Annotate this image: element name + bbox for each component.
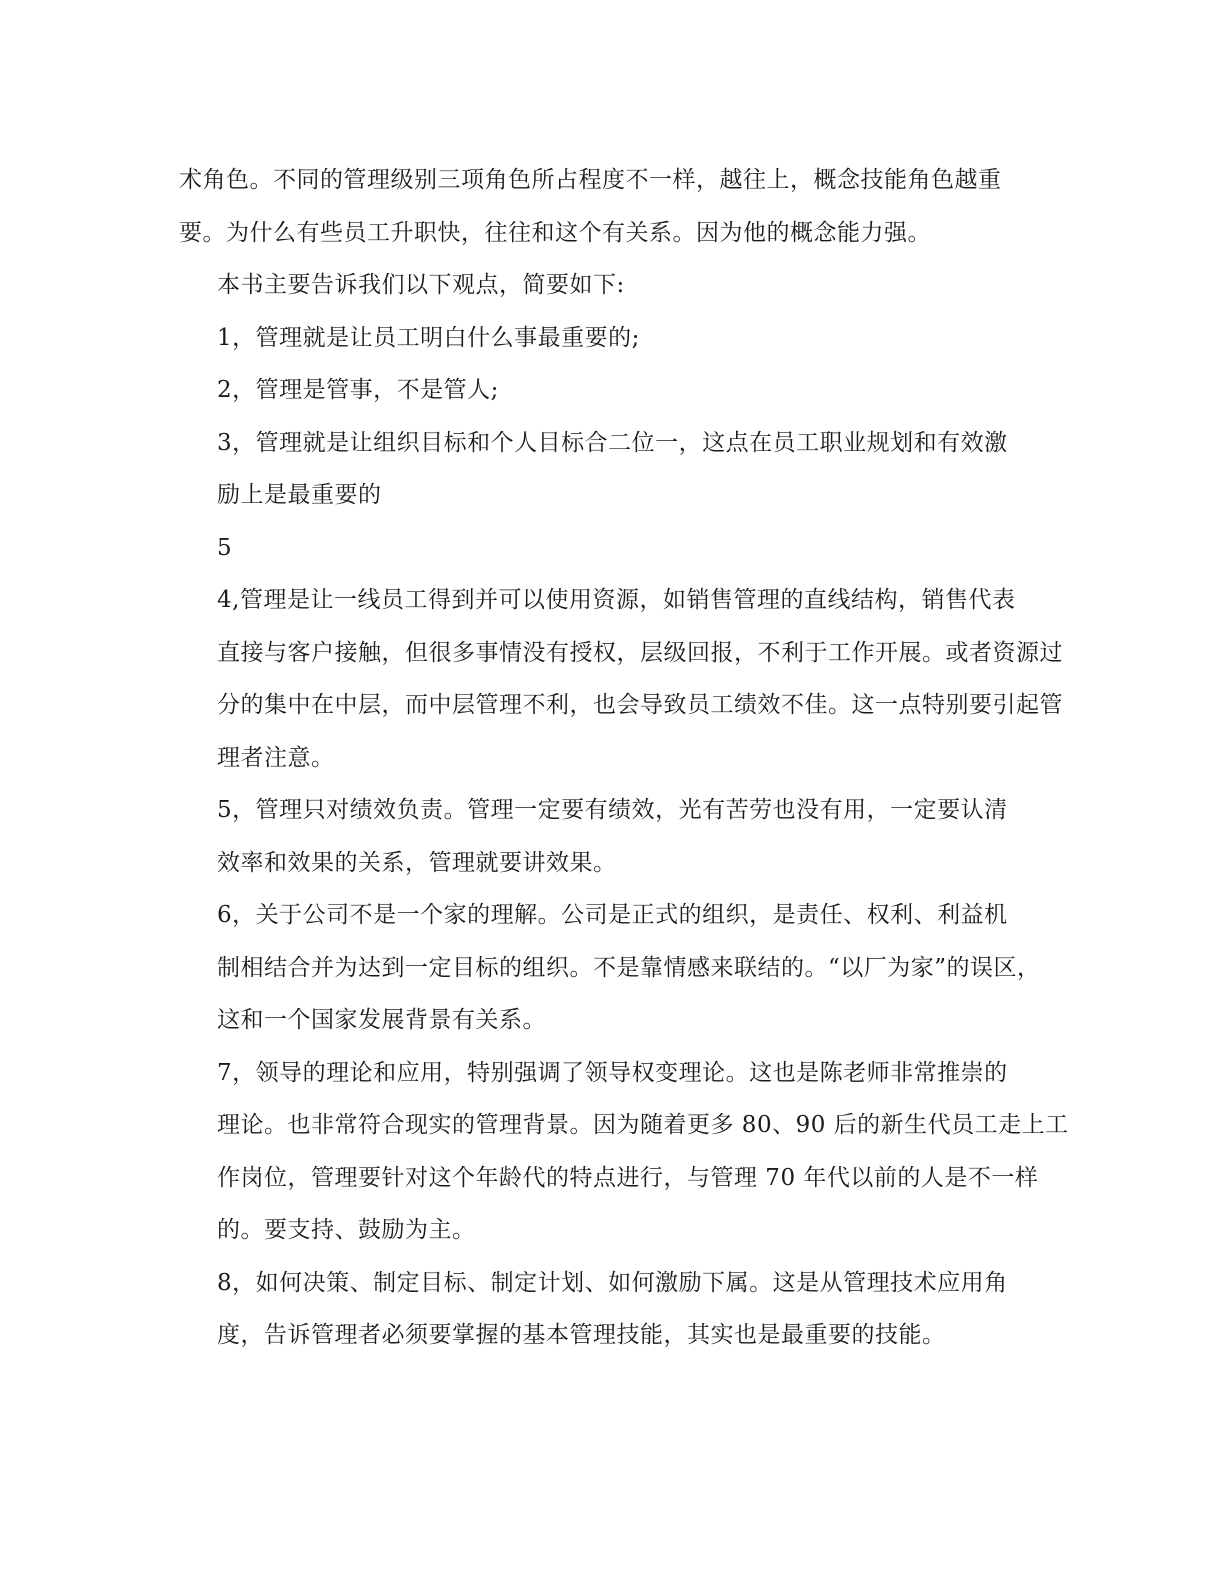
text-line: 6，关于公司不是一个家的理解。公司是正式的组织，是责任、权利、利益机 xyxy=(217,902,1008,928)
text-line: 这和一个国家发展背景有关系。 xyxy=(217,1007,546,1033)
text-line: 8，如何决策、制定目标、制定计划、如何激励下属。这是从管理技术应用角 xyxy=(217,1269,1008,1296)
text-line: 效率和效果的关系，管理就要讲效果。 xyxy=(217,849,617,876)
text-line: 7，领导的理论和应用，特别强调了领导权变理论。这也是陈老师非常推崇的 xyxy=(217,1059,1008,1086)
text-line: 要。为什么有些员工升职快，往往和这个有关系。因为他的概念能力强。 xyxy=(179,219,931,246)
text-line: 度，告诉管理者必须要掌握的基本管理技能，其实也是最重要的技能。 xyxy=(217,1322,946,1348)
list-item-3 xyxy=(179,417,1045,522)
text-line: 1，管理就是让员工明白什么事最重要的; xyxy=(217,324,640,351)
paragraph-2 xyxy=(179,259,1045,312)
list-item-7 xyxy=(179,1047,1069,1257)
list-item-1 xyxy=(179,312,1045,365)
text-line: 理者注意。 xyxy=(217,744,335,771)
text-line: 5，管理只对绩效负责。管理一定要有绩效，光有苦劳也没有用，一定要认清 xyxy=(217,797,1008,823)
list-item-8 xyxy=(179,1257,1045,1362)
text-line: 4,管理是让一线员工得到并可以使用资源，如销售管理的直线结构，销售代表 xyxy=(217,587,1016,613)
text-line: 术角色。不同的管理级别三项角色所占程度不一样，越往上，概念技能角色越重 xyxy=(179,167,1002,193)
text-line: 作岗位，管理要针对这个年龄代的特点进行，与管理 70 年代以前的人是不一样 xyxy=(217,1164,1039,1191)
list-item-2 xyxy=(179,364,1045,417)
text-line: 励上是最重要的 xyxy=(217,482,382,508)
text-line: 本书主要告诉我们以下观点，简要如下: xyxy=(217,272,625,298)
text-line: 制相结合并为达到一定目标的组织。不是靠情感来联结的。“以厂为家”的误区， xyxy=(217,954,1041,981)
body-text xyxy=(179,154,1069,1362)
list-item-4 xyxy=(179,574,1063,784)
text-line: 分的集中在中层，而中层管理不利，也会导致员工绩效不佳。这一点特别要引起管 xyxy=(217,692,1063,718)
text-line: 理论。也非常符合现实的管理背景。因为随着更多 80、90 后的新生代员工走上工 xyxy=(217,1112,1069,1138)
list-item-6 xyxy=(179,889,1045,1047)
text-line: 2，管理是管事，不是管人; xyxy=(217,377,499,403)
page-number-inline xyxy=(179,522,1045,575)
text-line: 3，管理就是让组织目标和个人目标合二位一，这点在员工职业规划和有效激 xyxy=(217,429,1008,456)
list-item-5 xyxy=(179,784,1045,889)
text-line: 直接与客户接触，但很多事情没有授权，层级回报，不利于工作开展。或者资源过 xyxy=(217,639,1063,666)
text-line: 5 xyxy=(217,534,233,561)
text-line: 的。要支持、鼓励为主。 xyxy=(217,1217,476,1243)
paragraph-1 xyxy=(179,154,1045,259)
